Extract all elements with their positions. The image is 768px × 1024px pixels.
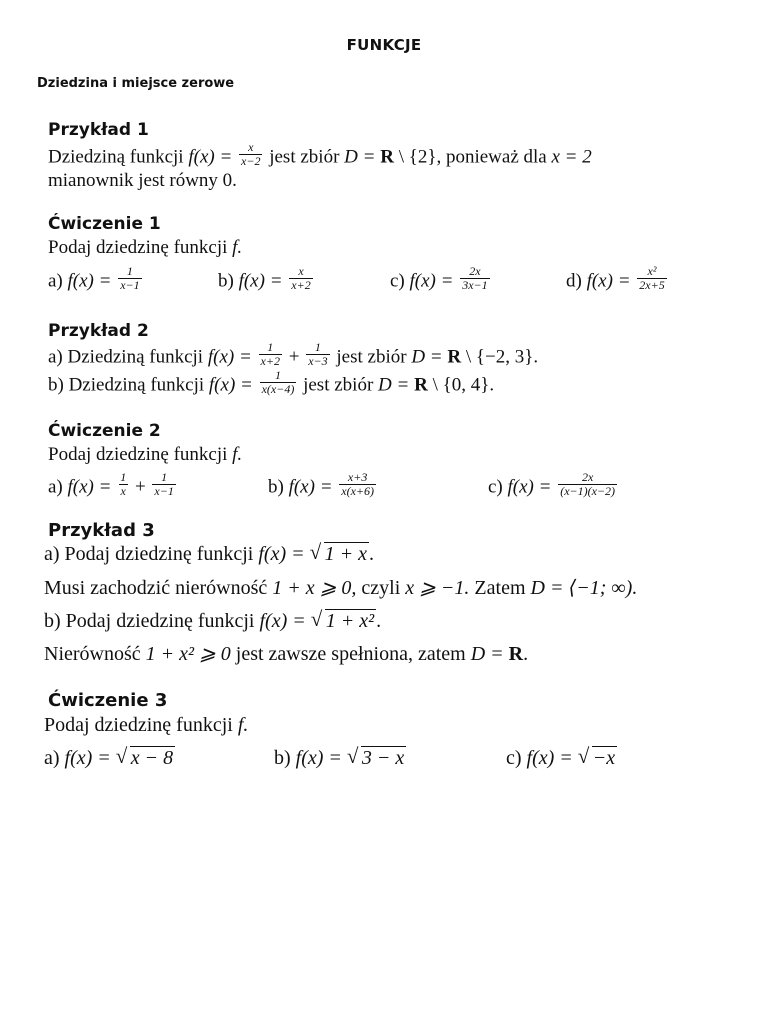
square-root	[346, 744, 406, 770]
denominator: (x−1)(x−2)	[560, 484, 616, 499]
example-2-line-a	[48, 340, 539, 372]
numerator: x+3	[347, 470, 368, 484]
domain-symbol: D =	[470, 643, 509, 665]
item-label: a)	[48, 270, 63, 292]
radicand: 1 + x	[324, 543, 367, 565]
text: Dziedziną funkcji	[48, 146, 184, 168]
exercise-1-item-b	[218, 264, 315, 296]
item-label: c)	[506, 747, 522, 769]
function-expr: f(x) =	[586, 270, 631, 292]
exercise-1-item-a	[48, 264, 144, 296]
fraction	[118, 265, 141, 293]
item-label: c)	[488, 476, 503, 498]
exercise-2-item-a	[48, 470, 178, 502]
domain-symbol: D =	[411, 346, 448, 368]
square-root	[310, 607, 376, 633]
item-label: a)	[48, 476, 63, 498]
numerator: x²	[647, 264, 657, 278]
reals-symbol: R	[508, 643, 524, 665]
denominator: x	[120, 484, 126, 499]
fraction	[239, 141, 262, 169]
function-expr: f(x) =	[64, 747, 111, 769]
numerator: 1	[120, 470, 127, 484]
text: jest zbiór	[303, 374, 374, 396]
text: jest zawsze spełniona, zatem	[235, 643, 466, 665]
text: .	[376, 610, 382, 632]
numerator: 1	[314, 340, 321, 354]
item-label: c)	[390, 270, 405, 292]
example-1-heading: Przykład 1	[48, 120, 149, 140]
text: a) Dziedziną funkcji	[48, 346, 204, 368]
item-label: d)	[566, 270, 582, 292]
text: jest zbiór	[269, 146, 340, 168]
text: .	[369, 543, 374, 565]
radical-sign-icon: √	[115, 744, 128, 768]
exercise-1-heading: Ćwiczenie 1	[48, 214, 161, 234]
fraction	[460, 265, 489, 293]
example-2-line-b	[48, 368, 495, 400]
exercise-2-heading: Ćwiczenie 2	[48, 421, 161, 441]
item-label: b)	[218, 270, 234, 292]
numerator: x	[298, 264, 304, 278]
item-label: b)	[274, 747, 291, 769]
example-3-line-b2	[44, 641, 528, 666]
text: \ {2}, ponieważ dla	[398, 146, 547, 168]
function-expr: f(x) =	[207, 346, 252, 368]
numerator: 2x	[581, 470, 594, 484]
fraction	[558, 471, 617, 499]
item-label: a)	[44, 747, 60, 769]
denominator: x−3	[308, 354, 328, 369]
denominator: x+2	[291, 278, 311, 293]
denominator: 3x−1	[462, 278, 488, 293]
exercise-3-item-a	[44, 744, 175, 770]
radical-sign-icon: √	[346, 744, 359, 768]
numerator: 1	[267, 340, 274, 354]
domain-symbol: D =	[344, 146, 381, 168]
text: Podaj dziedzinę funkcji	[48, 444, 228, 465]
text: Musi zachodzić nierówność	[44, 577, 268, 599]
example-1-line-2: mianownik jest równy 0.	[48, 170, 237, 191]
example-1-line-1	[48, 140, 592, 172]
function-expr: f(x) =	[67, 270, 112, 292]
fraction	[306, 341, 329, 369]
section-subtitle: Dziedzina i miejsce zerowe	[37, 76, 235, 91]
exercise-2-item-b	[268, 470, 378, 502]
numerator: 2x	[469, 264, 481, 278]
page-title: FUNKCJE	[346, 36, 422, 54]
function-expr: f(x) =	[526, 747, 573, 769]
denominator: x−1	[120, 278, 140, 293]
math: f.	[232, 444, 243, 465]
exercise-2-item-c	[488, 470, 619, 502]
text: \ {−2, 3}.	[465, 346, 539, 368]
example-3-heading: Przykład 3	[48, 520, 155, 541]
example-3-line-a2	[44, 575, 637, 600]
function-expr: f(x) =	[67, 476, 112, 498]
radicand: x − 8	[130, 747, 174, 769]
text: .	[523, 643, 529, 665]
function-expr: f(x) =	[258, 543, 305, 565]
function-expr: f(x) =	[238, 270, 283, 292]
exercise-2-intro	[48, 444, 242, 466]
fraction	[339, 471, 376, 499]
exercise-3-item-b	[274, 744, 406, 770]
denominator: x(x−4)	[261, 382, 295, 397]
exercise-3-item-c	[506, 744, 617, 770]
exercise-3-intro	[44, 714, 248, 737]
example-3-line-a	[44, 540, 374, 566]
reals-symbol: R	[380, 146, 394, 168]
plus-sign: +	[288, 346, 300, 368]
radicand: 3 − x	[361, 747, 405, 769]
function-expr: f(x) =	[507, 476, 552, 498]
text: b) Dziedziną funkcji	[48, 374, 205, 396]
radical-sign-icon: √	[309, 540, 322, 564]
fraction	[118, 471, 128, 499]
fraction	[259, 341, 282, 369]
text: Zatem	[474, 577, 526, 599]
text: czyli	[361, 577, 401, 599]
math: x = 2	[551, 146, 592, 168]
exercise-1-intro	[48, 237, 242, 259]
text: Podaj dziedzinę funkcji	[48, 237, 228, 258]
radicand: 1 + x²	[325, 610, 375, 632]
text: Nierówność	[44, 643, 141, 665]
function-expr: f(x) =	[188, 146, 233, 168]
math: f.	[237, 714, 249, 736]
denominator: x+2	[260, 354, 280, 369]
plus-sign: +	[134, 476, 146, 498]
reals-symbol: R	[447, 346, 462, 368]
numerator: 1	[161, 470, 168, 484]
math: 1 + x² ⩾ 0	[145, 643, 231, 665]
denominator: x−1	[154, 484, 174, 499]
text: \ {0, 4}.	[432, 374, 495, 396]
function-expr: f(x) =	[409, 270, 454, 292]
fraction	[637, 265, 666, 293]
denominator: x(x+6)	[341, 484, 375, 499]
text: Podaj dziedzinę funkcji	[44, 714, 233, 736]
denominator: 2x+5	[639, 278, 665, 293]
function-expr: f(x) =	[208, 374, 253, 396]
radicand: −x	[592, 747, 616, 769]
function-expr: f(x) =	[259, 610, 306, 632]
radical-sign-icon: √	[577, 744, 590, 768]
text: b) Podaj dziedzinę funkcji	[44, 610, 255, 632]
square-root	[309, 540, 369, 566]
function-expr: f(x) =	[295, 747, 342, 769]
item-label: b)	[268, 476, 284, 498]
numerator: 1	[274, 368, 281, 382]
fraction	[289, 265, 312, 293]
function-expr: f(x) =	[288, 476, 333, 498]
text: jest zbiór	[336, 346, 407, 368]
example-3-line-b	[44, 607, 382, 633]
reals-symbol: R	[414, 374, 428, 396]
exercise-1-item-c	[390, 264, 492, 296]
fraction	[152, 471, 175, 499]
text: a) Podaj dziedzinę funkcji	[44, 543, 254, 565]
math: x ⩾ −1.	[405, 577, 470, 599]
exercise-3-heading: Ćwiczenie 3	[48, 690, 168, 711]
numerator: 1	[126, 264, 133, 278]
denominator: x−2	[241, 154, 261, 169]
domain-symbol: D =	[378, 374, 415, 396]
example-2-heading: Przykład 2	[48, 321, 149, 341]
math: f.	[232, 237, 243, 258]
math: 1 + x ⩾ 0,	[272, 577, 357, 599]
square-root	[115, 744, 175, 770]
fraction	[260, 369, 297, 397]
numerator: x	[248, 140, 254, 154]
exercise-1-item-d	[566, 264, 669, 296]
math: D = ⟨−1; ∞).	[530, 577, 638, 599]
square-root	[577, 744, 617, 770]
radical-sign-icon: √	[310, 607, 323, 631]
